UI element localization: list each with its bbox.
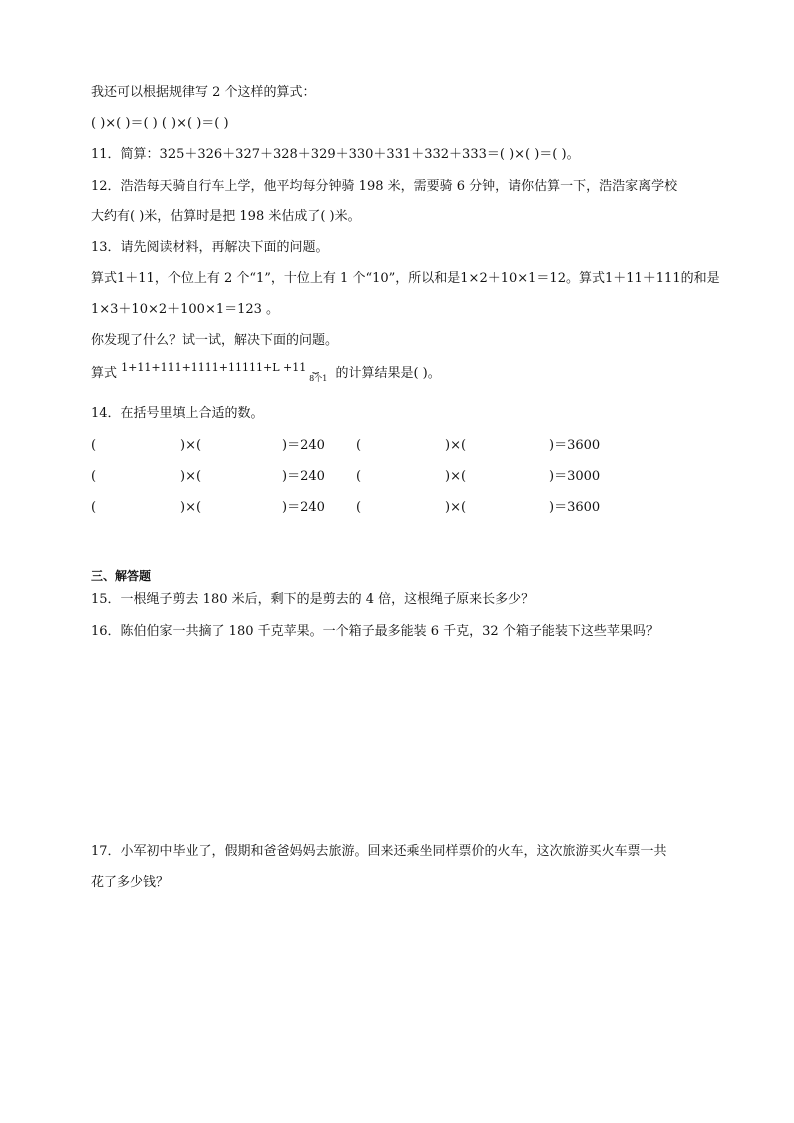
q14-times: )×( (445, 469, 467, 484)
question-13-title: 13．请先阅读材料，再解决下面的问题。 (91, 240, 329, 255)
question-11: 11．简算：325＋326＋327＋328＋329＋330＋331＋332＋333＝( )×( )＝( )。 (91, 147, 580, 162)
question-12-line2: 大约有( )米，估算时是把 198 米估成了( )米。 (91, 209, 361, 224)
underbrace-icon: ⏟ (312, 361, 319, 374)
q14-times: )×( (180, 438, 202, 453)
question-16: 16．陈伯伯家一共摘了 180 千克苹果。一个箱子最多能装 6 千克，32 个箱子能装下这些苹果吗？ (91, 624, 659, 639)
question-17-line2: 花了多少钱？ (91, 875, 170, 890)
q14-open-paren: ( (91, 500, 97, 515)
q14-result: )＝3600 (549, 500, 601, 515)
q14-result: )＝3000 (549, 469, 601, 484)
pattern-intro: 我还可以根据规律写 2 个这样的算式： (91, 85, 316, 100)
question-13-task (91, 361, 441, 384)
question-13-material-line1: 算式1＋11，个位上有 2 个“1”，十位上有 1 个“10”，所以和是1×2＋10×1＝12。算式1＋11＋111的和是 (91, 271, 720, 286)
question-13-prompt: 你发现了什么？试一试，解决下面的问题。 (91, 333, 339, 348)
question-14-title: 14．在括号里填上合适的数。 (91, 406, 264, 421)
question-17-line1: 17．小军初中毕业了，假期和爸爸妈妈去旅游。回来还乘坐同样票价的火车，这次旅游买火车票一共 (91, 844, 667, 859)
q14-times: )×( (445, 500, 467, 515)
pattern-blanks: ( )×( )＝( ) ( )×( )＝( ) (91, 116, 229, 131)
q14-times: )×( (180, 500, 202, 515)
q14-times: )×( (180, 469, 202, 484)
q14-open-paren: ( (356, 500, 362, 515)
question-13-material-line2: 1×3＋10×2＋100×1＝123 。 (91, 302, 280, 317)
section-heading: 三、解答题 (91, 569, 152, 583)
q14-open-paren: ( (356, 469, 362, 484)
q14-times: )×( (445, 438, 467, 453)
task-prefix: 算式 (91, 366, 118, 381)
task-suffix: 的计算结果是( )。 (335, 366, 441, 381)
q14-result: )＝240 (282, 500, 325, 515)
q14-result: )＝240 (282, 469, 325, 484)
question-15: 15．一根绳子剪去 180 米后，剩下的是剪去的 4 倍，这根绳子原来长多少？ (91, 592, 535, 607)
task-expression: 1+11+111+1111+11111+L +11 (121, 361, 307, 374)
q14-open-paren: ( (91, 469, 97, 484)
task-subscript: 8个1 (309, 374, 328, 383)
q14-result: )＝240 (282, 438, 325, 453)
q14-open-paren: ( (91, 438, 97, 453)
question-12-line1: 12．浩浩每天骑自行车上学，他平均每分钟骑 198 米，需要骑 6 分钟，请你估算一下，浩浩家离学校 (91, 179, 678, 194)
q14-open-paren: ( (356, 438, 362, 453)
q14-result: )＝3600 (549, 438, 601, 453)
